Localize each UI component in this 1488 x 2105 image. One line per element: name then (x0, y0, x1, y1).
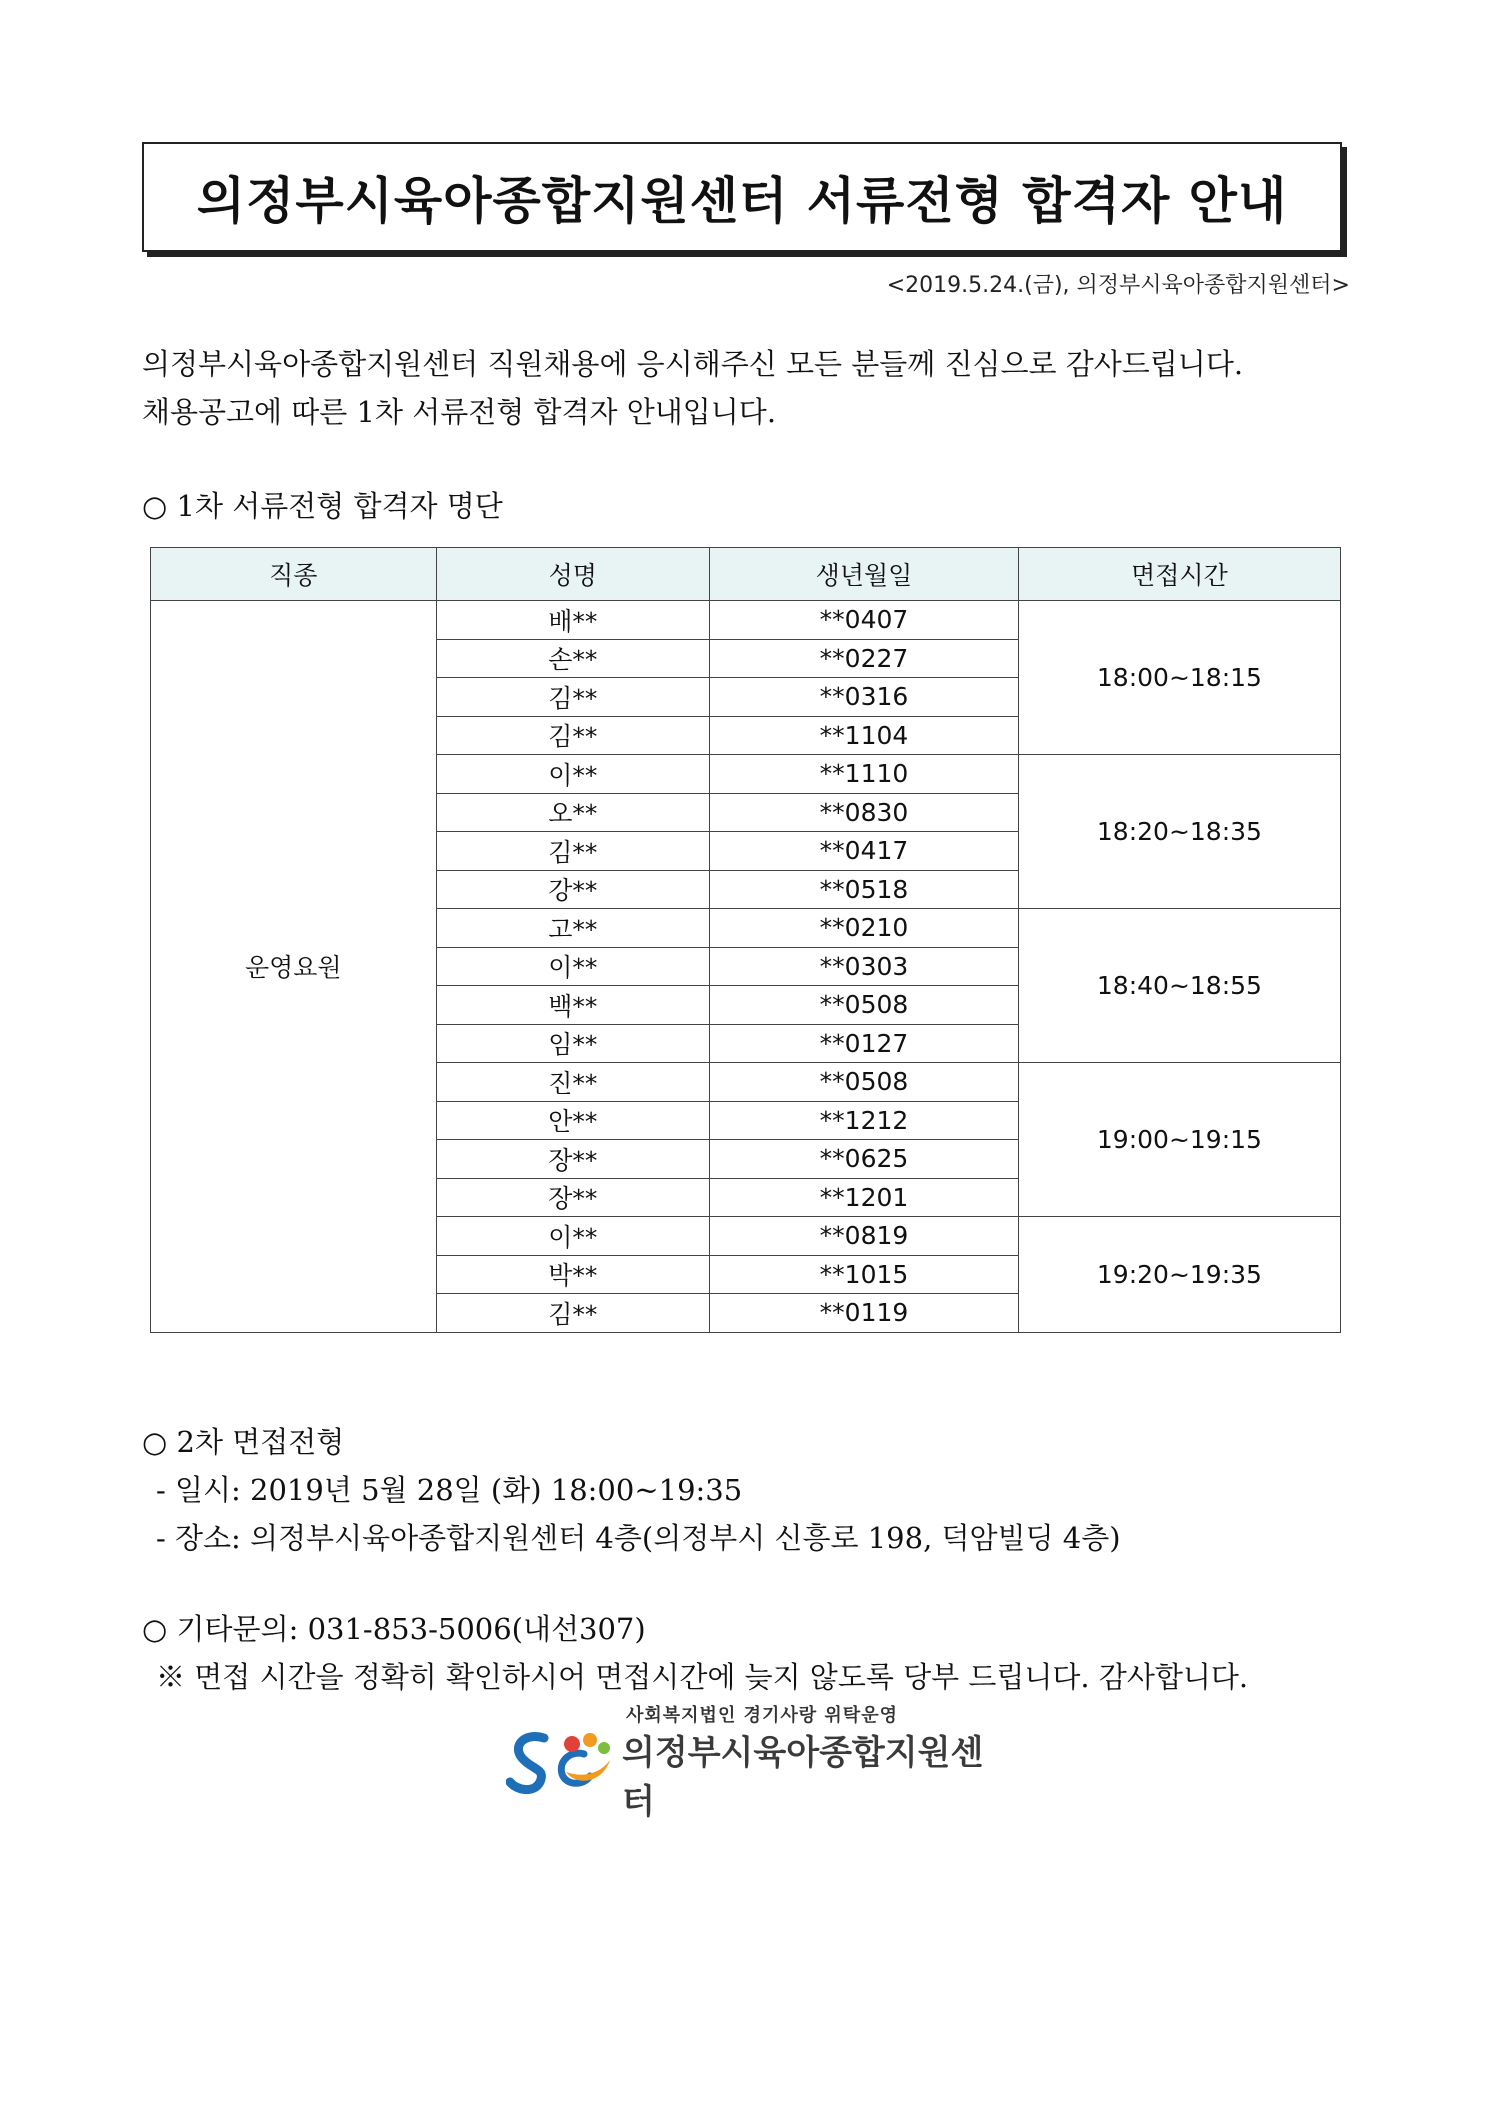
name-cell: 장** (436, 1140, 710, 1179)
header-birth: 생년월일 (710, 548, 1019, 601)
birth-cell: **0227 (710, 639, 1019, 678)
results-table (150, 547, 1341, 1333)
name-cell: 김** (436, 678, 710, 717)
name-cell: 김** (436, 1294, 710, 1333)
page-title: 의정부시육아종합지원센터 서류전형 합격자 안내 (196, 172, 1288, 230)
name-cell: 이** (436, 755, 710, 794)
name-cell: 고** (436, 909, 710, 948)
name-cell: 김** (436, 832, 710, 871)
time-cell: 19:00~19:15 (1018, 1063, 1340, 1217)
center-logo-icon (506, 1724, 616, 1800)
birth-cell: **0407 (710, 601, 1019, 640)
name-cell: 오** (436, 793, 710, 832)
birth-cell: **1110 (710, 755, 1019, 794)
birth-cell: **0316 (710, 678, 1019, 717)
closing-note: ※ 면접 시간을 정확히 확인하시어 면접시간에 늦지 않도록 당부 드립니다. 감사합니다. (156, 1660, 1249, 1694)
birth-cell: **0127 (710, 1024, 1019, 1063)
interview-place: - 장소: 의정부시육아종합지원센터 4층(의정부시 신흥로 198, 덕암빌딩 4층) (156, 1521, 1121, 1555)
name-cell: 강** (436, 870, 710, 909)
birth-cell: **0625 (710, 1140, 1019, 1179)
time-cell: 18:20~18:35 (1018, 755, 1340, 909)
section1-heading: ○ 1차 서류전형 합격자 명단 (142, 489, 503, 523)
header-time: 면접시간 (1018, 548, 1340, 601)
header-name: 성명 (436, 548, 710, 601)
name-cell: 백** (436, 986, 710, 1025)
section3 (142, 1605, 1248, 1701)
birth-cell: **0518 (710, 870, 1019, 909)
name-cell: 김** (436, 716, 710, 755)
center-logo (506, 1705, 986, 1822)
birth-cell: **1212 (710, 1101, 1019, 1140)
section2-heading: ○ 2차 면접전형 (142, 1425, 345, 1459)
job-cell: 운영요원 (151, 601, 437, 1333)
time-cell: 18:40~18:55 (1018, 909, 1340, 1063)
table-row (151, 601, 1341, 640)
birth-cell: **1104 (710, 716, 1019, 755)
table-body (151, 601, 1341, 1333)
name-cell: 손** (436, 639, 710, 678)
birth-cell: **0417 (710, 832, 1019, 871)
name-cell: 박** (436, 1255, 710, 1294)
time-cell: 19:20~19:35 (1018, 1217, 1340, 1333)
name-cell: 배** (436, 601, 710, 640)
time-cell: 18:00~18:15 (1018, 601, 1340, 755)
name-cell: 진** (436, 1063, 710, 1102)
intro-line: 의정부시육아종합지원센터 직원채용에 응시해주신 모든 분들께 진심으로 감사드립니다. (142, 347, 1244, 381)
name-cell: 장** (436, 1178, 710, 1217)
name-cell: 이** (436, 947, 710, 986)
name-cell: 이** (436, 1217, 710, 1256)
header-job: 직종 (151, 548, 437, 601)
birth-cell: **0830 (710, 793, 1019, 832)
date-line: <2019.5.24.(금), 의정부시육아종합지원센터> (886, 273, 1350, 298)
birth-cell: **0508 (710, 1063, 1019, 1102)
intro-line: 채용공고에 따른 1차 서류전형 합격자 안내입니다. (142, 395, 777, 429)
birth-cell: **0303 (710, 947, 1019, 986)
section2 (142, 1418, 1121, 1562)
name-cell: 안** (436, 1101, 710, 1140)
title-box (142, 142, 1342, 252)
birth-cell: **0119 (710, 1294, 1019, 1333)
birth-cell: **0210 (710, 909, 1019, 948)
logo-subtitle: 사회복지법인 경기사랑 위탁운영 (626, 1705, 898, 1726)
table-header-row (151, 548, 1341, 601)
intro-text (142, 340, 1243, 436)
birth-cell: **0508 (710, 986, 1019, 1025)
birth-cell: **1015 (710, 1255, 1019, 1294)
name-cell: 임** (436, 1024, 710, 1063)
contact-line: ○ 기타문의: 031-853-5006(내선307) (142, 1612, 646, 1646)
interview-date: - 일시: 2019년 5월 28일 (화) 18:00~19:35 (156, 1473, 743, 1507)
logo-name: 의정부시육아종합지원센터 (622, 1733, 984, 1822)
birth-cell: **1201 (710, 1178, 1019, 1217)
birth-cell: **0819 (710, 1217, 1019, 1256)
